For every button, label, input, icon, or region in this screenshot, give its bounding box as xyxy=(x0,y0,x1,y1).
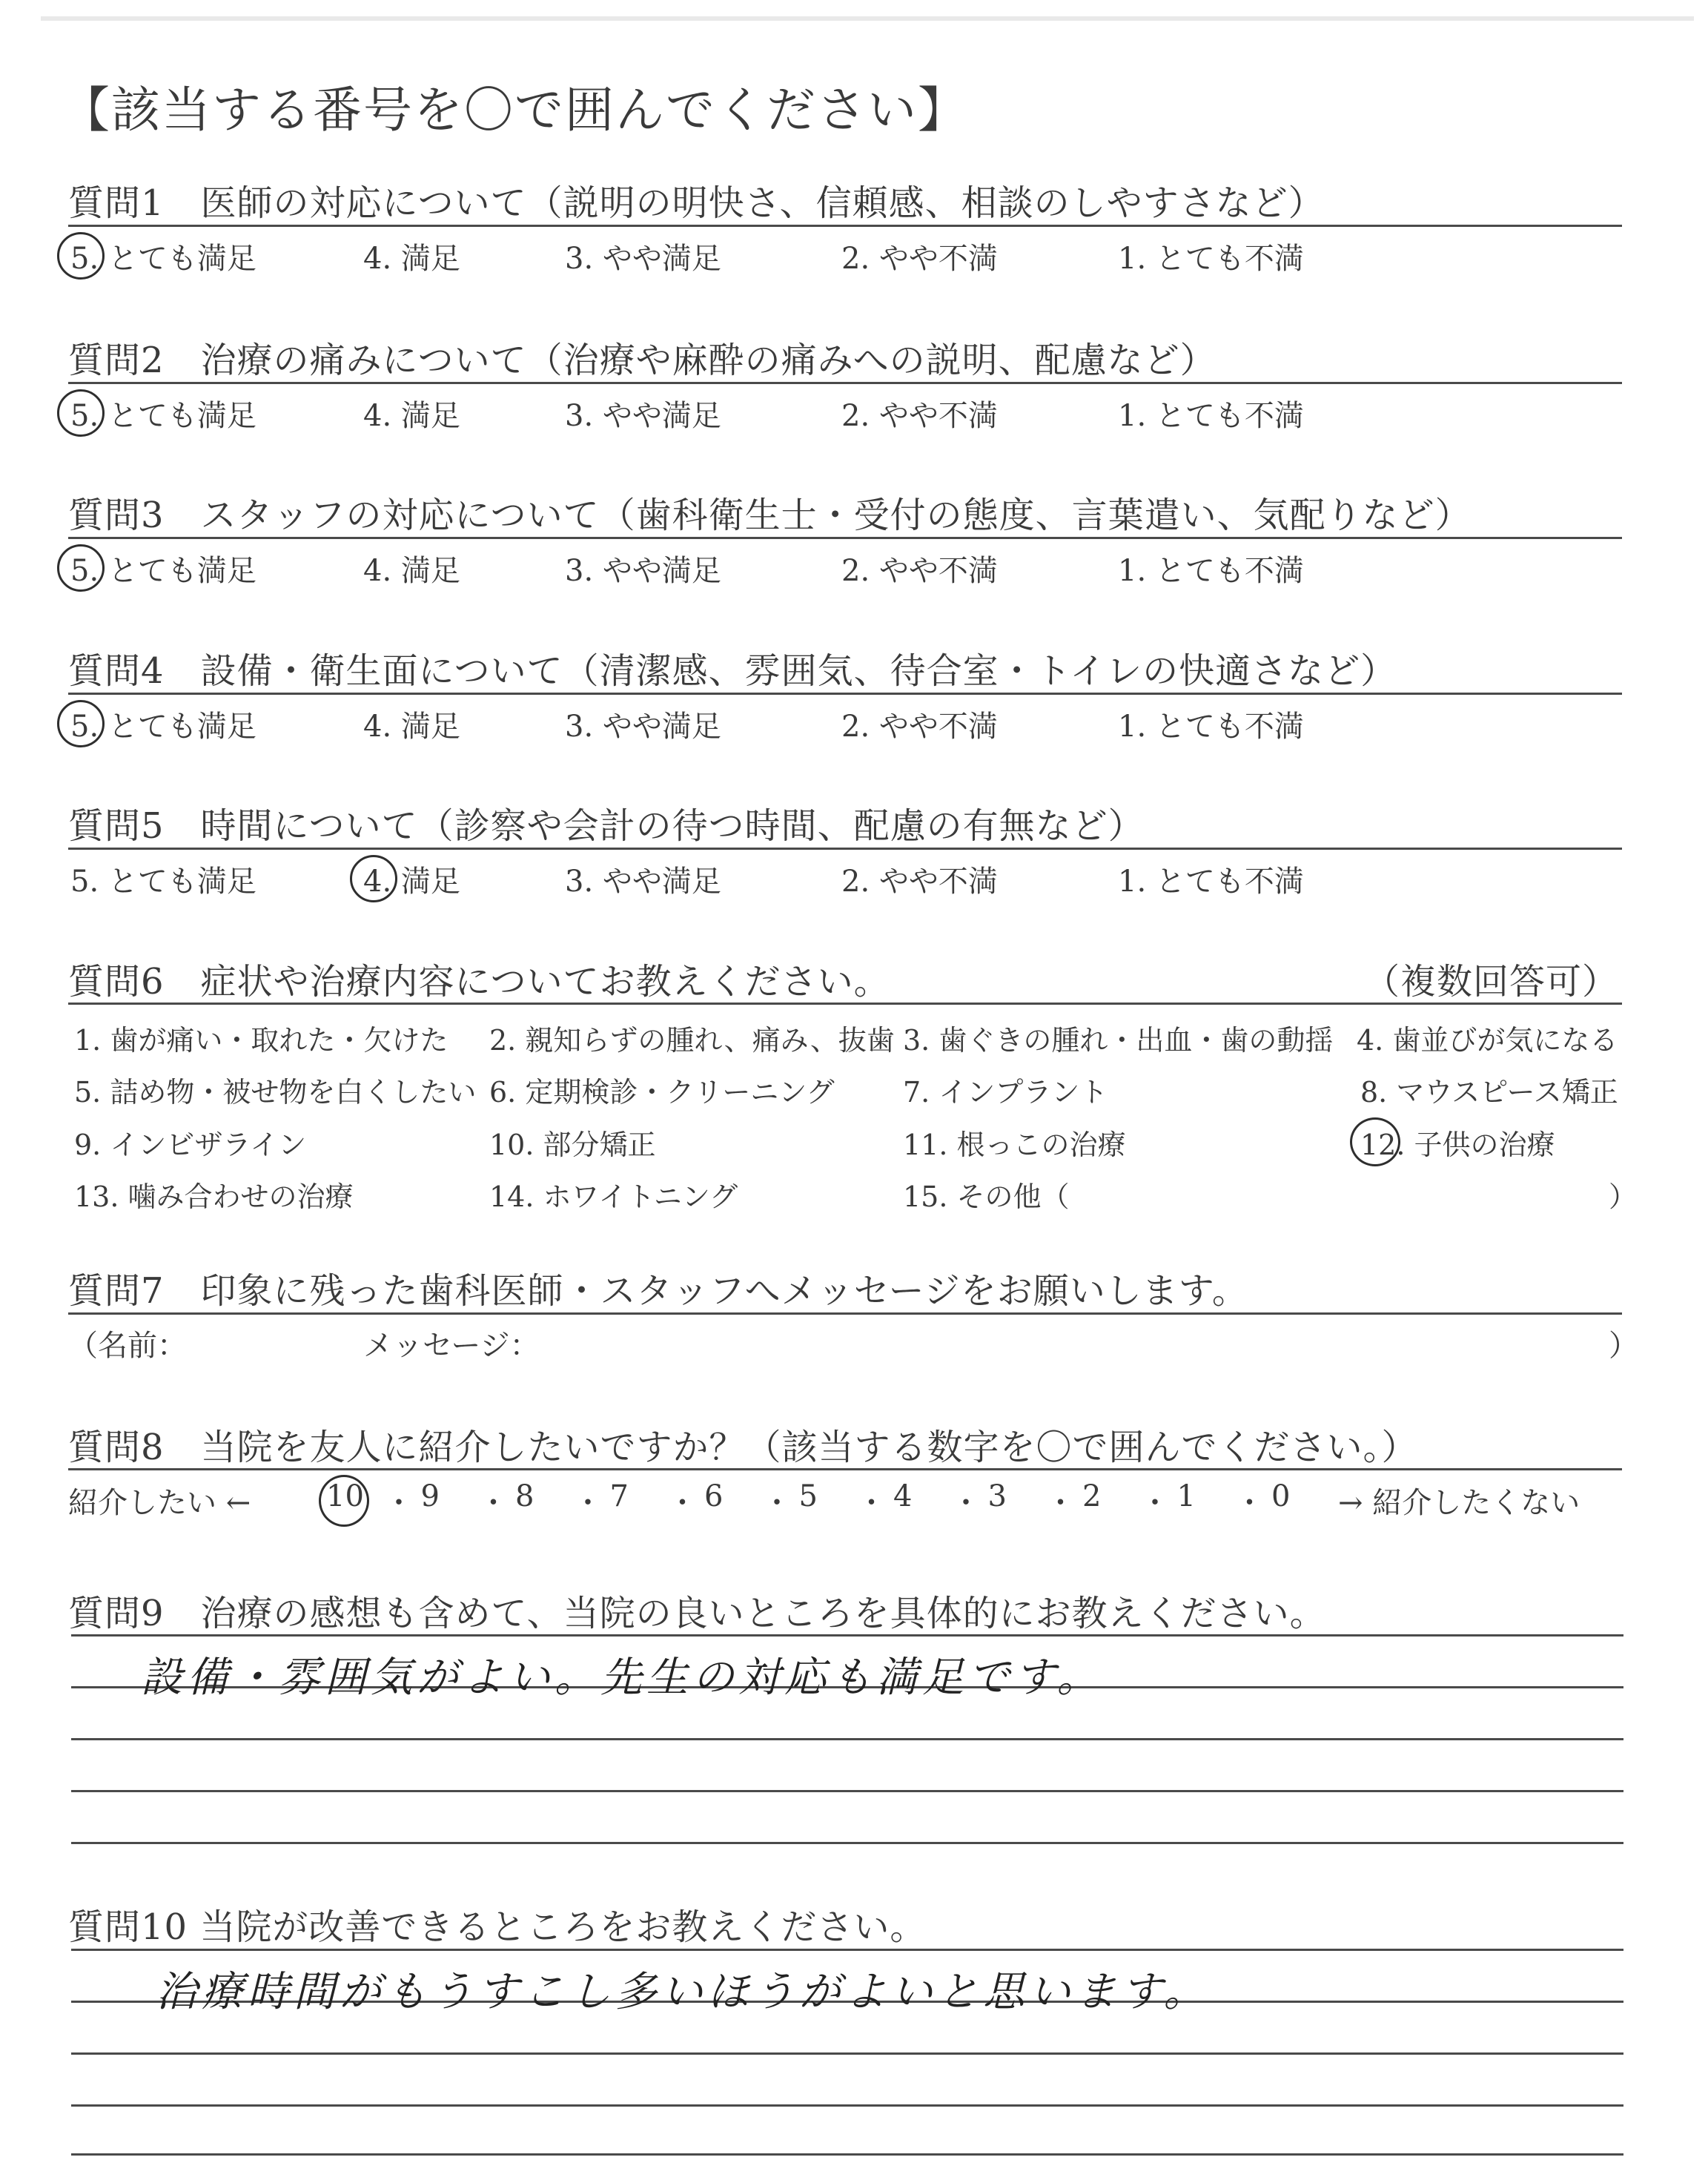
q6-option-3[interactable]: 3. 歯ぐきの腫れ・出血・歯の動揺 xyxy=(903,1024,1334,1057)
q6-option-8[interactable]: 8. マウスピース矯正 xyxy=(1360,1076,1618,1109)
q2-selected-circle xyxy=(57,389,105,437)
q10-line-3 xyxy=(71,2052,1623,2055)
q8-score-9[interactable]: 9 xyxy=(420,1479,440,1513)
q8-score-6[interactable]: 6 xyxy=(704,1479,724,1513)
q3-option-1[interactable]: 1. とても不満 xyxy=(1118,554,1304,588)
q8-score-10[interactable]: 10 xyxy=(326,1479,364,1513)
q8-score-3[interactable]: 3 xyxy=(987,1479,1007,1513)
q5-option-4[interactable]: 4. 満足 xyxy=(363,865,460,899)
q1-option-4[interactable]: 4. 満足 xyxy=(363,242,460,276)
q3-option-3[interactable]: 3. やや満足 xyxy=(565,554,721,588)
q8-score-4[interactable]: 4 xyxy=(893,1479,913,1513)
q4-option-4[interactable]: 4. 満足 xyxy=(363,710,460,744)
q4-title: 質問4 設備・衛生面について（清潔感、雰囲気、待合室・トイレの快適さなど） xyxy=(68,650,1397,692)
q4-option-3[interactable]: 3. やや満足 xyxy=(565,710,721,744)
q8-title: 質問8 当院を友人に紹介したいですか？（該当する数字を〇で囲んでください。） xyxy=(68,1427,1418,1468)
q6-option-12[interactable]: 12. 子供の治療 xyxy=(1360,1129,1555,1161)
q8-score-2[interactable]: 2 xyxy=(1082,1479,1102,1513)
q9-line-3 xyxy=(71,1738,1623,1740)
q8-right-label: → 紹介したくない xyxy=(1338,1486,1580,1520)
q8-separator-dot: ・ xyxy=(573,1486,603,1520)
q7-close-paren: ） xyxy=(1609,1329,1638,1363)
q8-score-7[interactable]: 7 xyxy=(609,1479,629,1513)
q3-title: 質問3 スタッフの対応について（歯科衛生士・受付の態度、言葉遣い、気配りなど） xyxy=(68,495,1472,536)
q8-separator-dot: ・ xyxy=(667,1486,698,1520)
q9-line-5 xyxy=(71,1842,1623,1844)
q1-option-1[interactable]: 1. とても不満 xyxy=(1118,242,1304,276)
q8-score-8[interactable]: 8 xyxy=(515,1479,534,1513)
q2-rule xyxy=(68,382,1622,384)
q10-line-1 xyxy=(71,1949,1623,1951)
q7-name-label[interactable]: （名前： xyxy=(68,1329,187,1363)
q6-option-10[interactable]: 10. 部分矯正 xyxy=(489,1129,656,1161)
q4-option-2[interactable]: 2. やや不満 xyxy=(841,710,998,744)
q5-rule xyxy=(68,848,1622,850)
q8-score-0[interactable]: 0 xyxy=(1271,1479,1291,1513)
q7-title: 質問7 印象に残った歯科医師・スタッフへメッセージをお願いします。 xyxy=(68,1270,1248,1312)
q10-line-5 xyxy=(71,2153,1623,2156)
q9-line-4 xyxy=(71,1790,1623,1792)
q6-option-7[interactable]: 7. インプラント xyxy=(903,1076,1108,1109)
q6-option-11[interactable]: 11. 根っこの治療 xyxy=(903,1129,1126,1161)
q6-option-1[interactable]: 1. 歯が痛い・取れた・欠けた xyxy=(74,1024,448,1057)
q5-option-3[interactable]: 3. やや満足 xyxy=(565,865,721,899)
q10-title: 質問10 当院が改善できるところをお教えください。 xyxy=(68,1906,927,1948)
q9-line-1 xyxy=(71,1634,1623,1636)
q7-rule xyxy=(68,1312,1622,1315)
q8-separator-dot: ・ xyxy=(1045,1486,1076,1520)
form-heading: 【該当する番号を〇で囲んでください】 xyxy=(61,82,968,139)
q3-option-2[interactable]: 2. やや不満 xyxy=(841,554,998,588)
q1-option-3[interactable]: 3. やや満足 xyxy=(565,242,721,276)
q6-option-4[interactable]: 4. 歯並びが気になる xyxy=(1357,1024,1618,1057)
q3-rule xyxy=(68,537,1622,539)
q5-option-2[interactable]: 2. やや不満 xyxy=(841,865,998,899)
q1-title: 質問1 医師の対応について（説明の明快さ、信頼感、相談のしやすさなど） xyxy=(68,182,1325,224)
q10-handwritten-answer[interactable]: 治療時間がもうすこし多いほうがよいと思います。 xyxy=(156,1968,1210,2016)
q3-option-5[interactable]: 5. とても満足 xyxy=(70,554,256,588)
q8-separator-dot: ・ xyxy=(1140,1486,1170,1520)
q6-option-14[interactable]: 14. ホワイトニング xyxy=(489,1180,738,1213)
q4-selected-circle xyxy=(57,700,105,747)
q1-rule xyxy=(68,225,1622,227)
q2-option-4[interactable]: 4. 満足 xyxy=(363,399,460,433)
q8-left-label: 紹介したい ← xyxy=(68,1486,251,1520)
q8-separator-dot: ・ xyxy=(951,1486,981,1520)
q9-handwritten-answer[interactable]: 設備・雰囲気がよい。先生の対応も満足です。 xyxy=(141,1654,1103,1702)
q2-option-5[interactable]: 5. とても満足 xyxy=(70,399,256,433)
q5-option-5[interactable]: 5. とても満足 xyxy=(70,865,256,899)
q5-option-1[interactable]: 1. とても不満 xyxy=(1118,865,1304,899)
q2-option-1[interactable]: 1. とても不満 xyxy=(1118,399,1304,433)
q3-selected-circle xyxy=(57,544,105,592)
q5-title: 質問5 時間について（診察や会計の待つ時間、配慮の有無など） xyxy=(68,805,1145,847)
q6-title: 質問6 症状や治療内容についてお教えください。 xyxy=(68,961,890,1003)
q8-score-5[interactable]: 5 xyxy=(798,1479,818,1513)
q10-line-4 xyxy=(71,2104,1623,2107)
q3-option-4[interactable]: 4. 満足 xyxy=(363,554,460,588)
q8-separator-dot: ・ xyxy=(478,1486,509,1520)
q6-option-5[interactable]: 5. 詰め物・被せ物を白くしたい xyxy=(74,1076,477,1109)
q9-title: 質問9 治療の感想も含めて、当院の良いところを具体的にお教えください。 xyxy=(68,1593,1326,1634)
q8-selected-circle xyxy=(319,1475,369,1527)
q6-multiple-note: （複数回答可） xyxy=(1364,961,1619,1003)
q6-selected-circle xyxy=(1350,1117,1400,1166)
q8-separator-dot: ・ xyxy=(762,1486,792,1520)
q6-option-15[interactable]: 15. その他（ xyxy=(903,1180,1070,1213)
q4-option-5[interactable]: 5. とても満足 xyxy=(70,710,256,744)
q2-option-2[interactable]: 2. やや不満 xyxy=(841,399,998,433)
scan-edge xyxy=(41,16,1694,21)
q7-message-label[interactable]: メッセージ： xyxy=(363,1329,540,1363)
q6-option-6[interactable]: 6. 定期検診・クリーニング xyxy=(489,1076,835,1109)
q1-option-5[interactable]: 5. とても満足 xyxy=(70,242,256,276)
q8-separator-dot: ・ xyxy=(1234,1486,1265,1520)
q8-separator-dot: ・ xyxy=(384,1486,414,1520)
q2-option-3[interactable]: 3. やや満足 xyxy=(565,399,721,433)
q2-title: 質問2 治療の痛みについて（治療や麻酔の痛みへの説明、配慮など） xyxy=(68,340,1217,381)
q5-selected-circle xyxy=(350,855,397,902)
q4-option-1[interactable]: 1. とても不満 xyxy=(1118,710,1304,744)
q1-option-2[interactable]: 2. やや不満 xyxy=(841,242,998,276)
q8-rule xyxy=(68,1468,1622,1470)
q6-option-13[interactable]: 13. 噛み合わせの治療 xyxy=(74,1180,354,1213)
q6-option-9[interactable]: 9. インビザライン xyxy=(74,1129,307,1161)
q4-rule xyxy=(68,693,1622,695)
q8-score-1[interactable]: 1 xyxy=(1176,1479,1196,1513)
q6-rule xyxy=(68,1003,1622,1005)
q8-separator-dot: ・ xyxy=(856,1486,887,1520)
q1-selected-circle xyxy=(57,232,105,280)
q6-other-close-paren: ） xyxy=(1609,1180,1638,1213)
q6-option-2[interactable]: 2. 親知らずの腫れ、痛み、抜歯 xyxy=(489,1024,895,1057)
